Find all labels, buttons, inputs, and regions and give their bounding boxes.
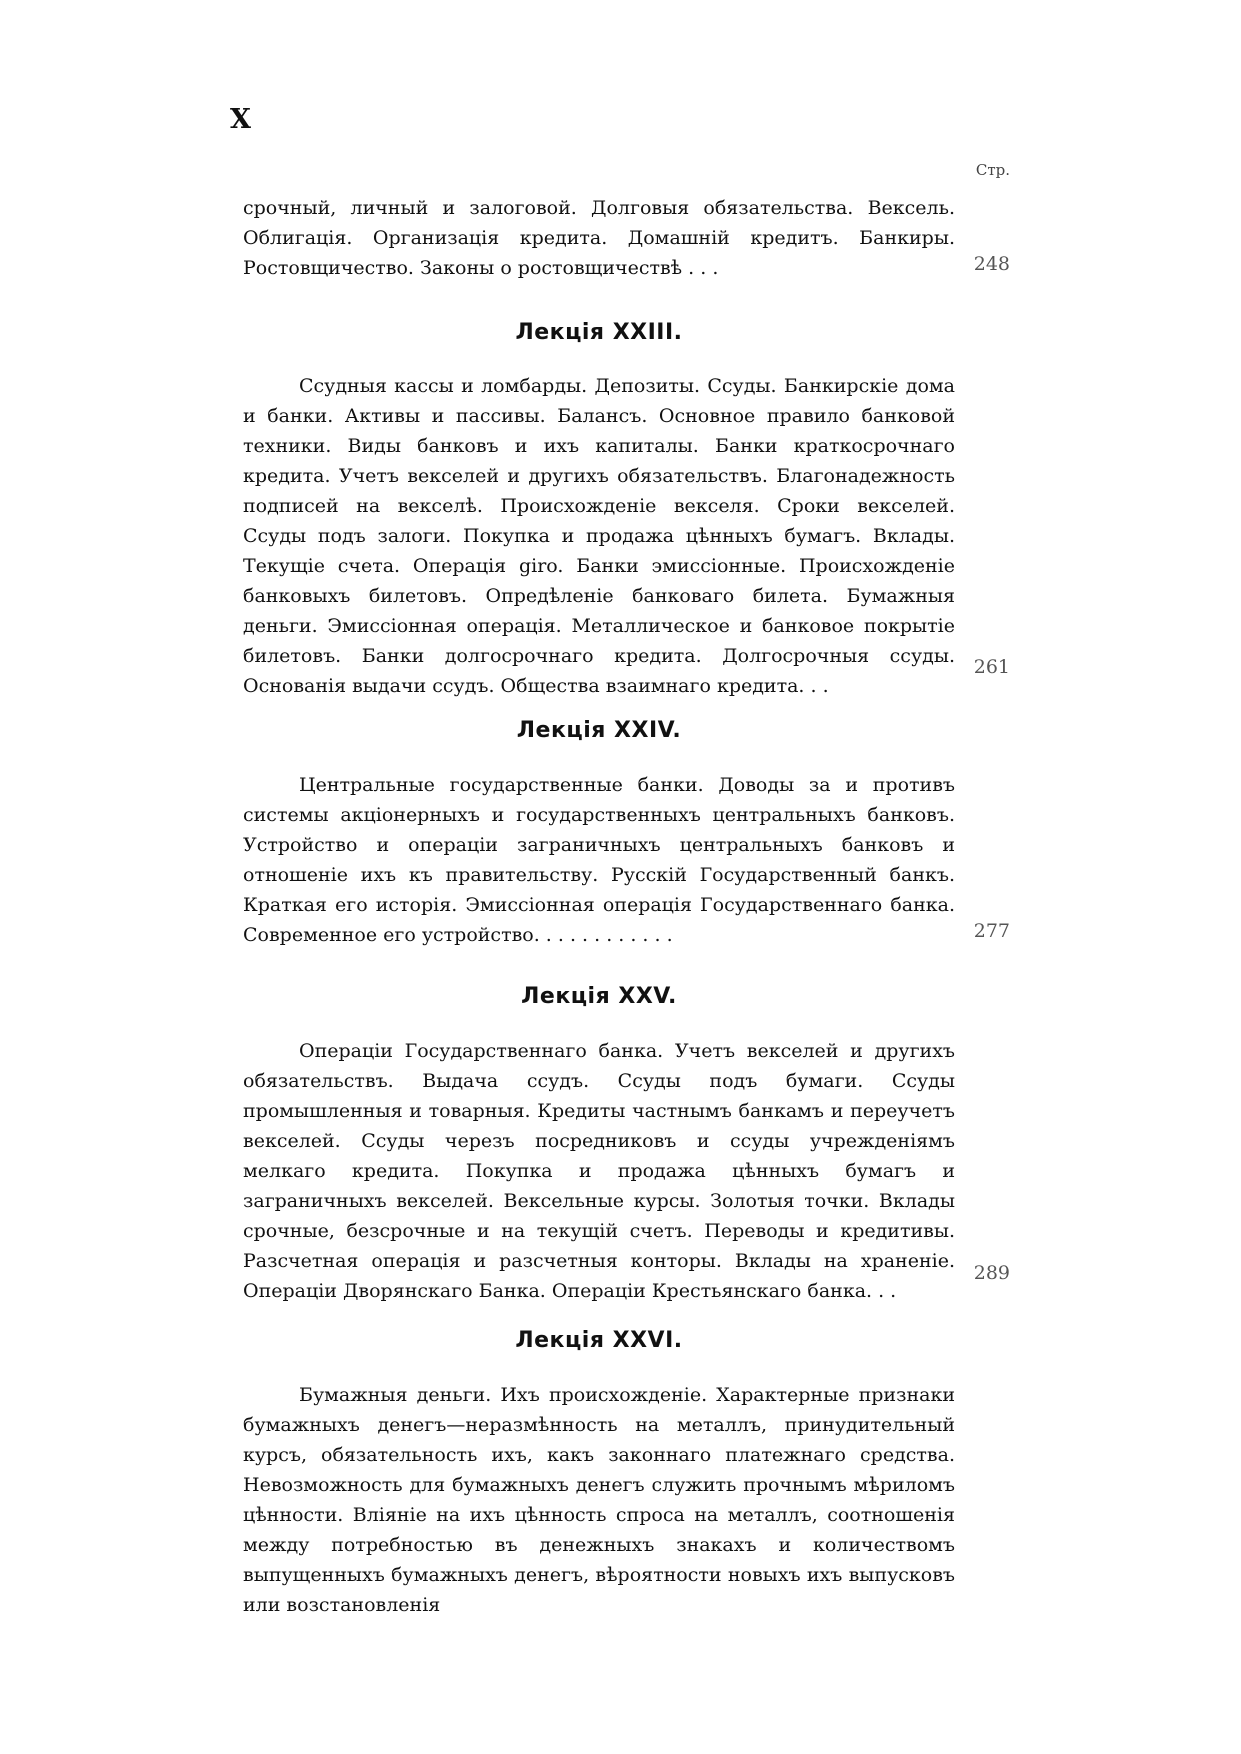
entry-text: Операціи Государственнаго банка. Учетъ векселей и другихъ обязательствъ. Выдача ссудъ. Ссуды подъ бумаги. Ссуды промышленныя и товарныя. Кредиты частнымъ банкамъ и переучетъ векселей. Ссуды черезъ посредниковъ и ссуды учрежденіямъ мелкаго кредита. Покупка и продажа цѣнныхъ бумагъ и заграничныхъ векселей. Вексельные курсы. Золотыя точки. Вклады срочные, безсрочные и на текущій счетъ. Переводы и кредитивы. Разсчетная операція и разсчетныя конторы. Вклады на храненіе. Операціи Дворянскаго Банка. Операціи Крестьянскаго банка. . . xyxy=(243,1040,955,1302)
lecture-heading: Лекція XXIV. xyxy=(516,718,682,743)
entry-text: срочный, личный и залоговой. Долговыя обязательства. Вексель. Облигація. Организація кредита. Домашній кредитъ. Банкиры. Ростовщичество. Законы о ростовщичествѣ . . . xyxy=(243,197,955,279)
entry-page-number: 248 xyxy=(973,253,1010,275)
lecture-heading: Лекція XXV. xyxy=(521,984,677,1009)
lecture-heading: Лекція XXIII. xyxy=(515,320,683,345)
entry-page-number: 289 xyxy=(973,1262,1010,1284)
entry-text: Бумажныя деньги. Ихъ происхожденіе. Характерные признаки бумажныхъ денегъ—неразмѣнность на металлъ, принудительный курсъ, обязательность ихъ, какъ законнаго платежнаго средства. Невозможность для бумажныхъ денегъ служить прочнымъ мѣриломъ цѣнности. Вліяніе на ихъ цѣнность спроса на металлъ, соотношенія между потребностью въ денежныхъ знакахъ и количествомъ выпущенныхъ бумажныхъ денегъ, вѣроятности новыхъ ихъ выпусковъ или возстановленія xyxy=(243,1384,955,1616)
lecture-heading: Лекція XXVI. xyxy=(515,1328,683,1353)
entry-text: Центральные государственные банки. Доводы за и противъ системы акціонерныхъ и государственныхъ центральныхъ банковъ. Устройство и операціи заграничныхъ центральныхъ банковъ и отношеніе ихъ къ правительству. Русскій Государственный банкъ. Краткая его исторія. Эмиссіонная операція Государственнаго банка. Современное его устройство. . . . . . . . . . . . xyxy=(243,774,955,946)
entry-text: Ссудныя кассы и ломбарды. Депозиты. Ссуды. Банкирскіе дома и банки. Активы и пассивы. Балансъ. Основное правило банковой техники. Виды банковъ и ихъ капиталы. Банки краткосрочнаго кредита. Учетъ векселей и другихъ обязательствъ. Благонадежность подписей на векселѣ. Происхожденіе векселя. Сроки векселей. Ссуды подъ залоги. Покупка и продажа цѣнныхъ бумагъ. Вклады. Текущіе счета. Операція giro. Банки эмиссіонные. Происхожденіе банковыхъ билетовъ. Опредѣленіе банковаго билета. Бумажныя деньги. Эмиссіонная операція. Металлическое и банковое покрытіе билетовъ. Банки долгосрочнаго кредита. Долгосрочныя ссуды. Основанія выдачи ссудъ. Общества взаимнаго кредита. . . xyxy=(243,375,955,697)
page-number: X xyxy=(230,104,252,135)
entry-page-number: 277 xyxy=(973,920,1010,942)
entry-page-number: 261 xyxy=(973,656,1010,678)
page-column-label: Стр. xyxy=(975,161,1010,179)
